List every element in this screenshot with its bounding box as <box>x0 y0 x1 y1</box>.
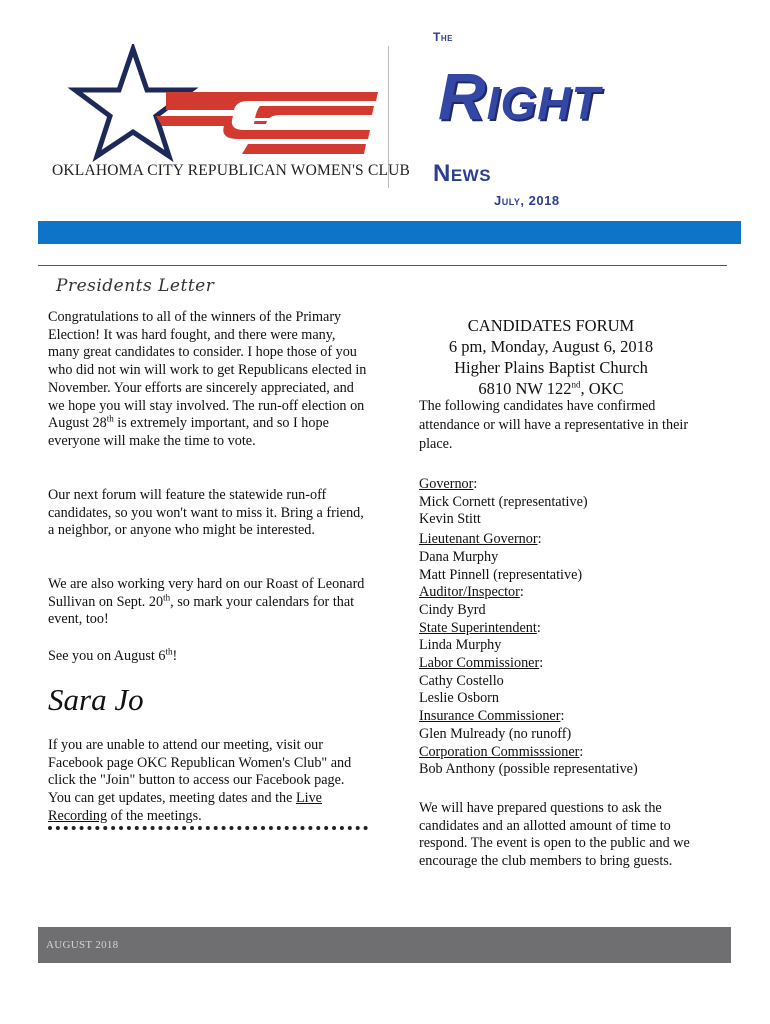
candidate: Cindy Byrd <box>419 601 486 618</box>
letter-paragraph-2: Our next forum will feature the statewide run-off candidates, so you won't want to miss it. Bring a friend, a neighbor, or anyone who might be interested. <box>48 487 364 539</box>
race-governor: Governor: Mick Cornett (representative) Kevin Stitt <box>419 476 699 529</box>
race-office: State Superintendent <box>419 619 537 636</box>
race-corporation-commissioner: Corporation Commisssioner: Bob Anthony (possible representative) <box>419 744 699 779</box>
race-auditor: Auditor/Inspector: Cindy Byrd <box>419 584 699 619</box>
race-lieutenant-governor: Lieutenant Governor: Dana Murphy Matt Pinnell (representative) <box>419 531 699 584</box>
race-office: Governor <box>419 476 474 492</box>
dotted-divider <box>48 826 368 830</box>
letter-paragraph-3: We are also working very hard on our Roast of Leonard Sullivan on Sept. 20th, so mark your calendars for that event, too! <box>48 576 365 628</box>
forum-closing: We will have prepared questions to ask the candidates and an allotted amount of time to respond. The event is open to the public and we encourage the club members to bring guests. <box>419 800 690 870</box>
candidate: Matt Pinnell (representative) <box>419 566 583 583</box>
facebook-paragraph: If you are unable to attend our meeting, visit our Facebook page OKC Republican Women's Club" and click the "Join" button to access our Facebook page. You can get updates, meeting dates and the Live Recording of the meetings. <box>48 737 352 824</box>
candidate: Dana Murphy <box>419 548 499 565</box>
candidate-list <box>419 476 699 779</box>
candidate: Kevin Stitt <box>419 511 481 528</box>
candidate: Cathy Costello <box>419 672 504 689</box>
masthead-news: News <box>433 160 492 187</box>
forum-datetime: 6 pm, Monday, August 6, 2018 <box>448 337 654 356</box>
candidate: Bob Anthony (possible representative) <box>419 761 638 778</box>
race-office: Auditor/Inspector <box>419 584 520 601</box>
section-divider <box>38 265 727 266</box>
signature: Sara Jo <box>48 682 144 717</box>
forum-venue: Higher Plains Baptist Church <box>454 358 648 377</box>
candidate: Mick Cornett (representative) <box>419 493 588 510</box>
letter-paragraph-4: See you on August 6th! <box>48 646 178 664</box>
masthead-the: The <box>433 30 453 44</box>
candidate: Leslie Osborn <box>419 690 499 707</box>
forum-intro: The following candidates have confirmed attendance or will have a representative in their place. <box>419 398 689 452</box>
race-office: Labor Commissioner <box>419 655 540 672</box>
live-recording-link[interactable]: Live Recording <box>48 790 322 824</box>
footer-label: AUGUST 2018 <box>46 939 119 951</box>
candidate: Glen Mulready (no runoff) <box>419 725 572 742</box>
candidate: Linda Murphy <box>419 637 502 654</box>
masthead-title: Right <box>438 59 601 133</box>
race-office: Insurance Commissioner <box>419 708 561 725</box>
presidents-letter-heading: Presidents Letter <box>56 276 215 296</box>
forum-title: CANDIDATES FORUM <box>467 316 635 335</box>
letter-paragraph-1: Congratulations to all of the winners of the Primary Election! It was hard fought, and there were many, many great candidates to consider. I hope those of you who did not win will work to get Republicans elected in November. Your efforts are sincerely appreciated, and we hope you will stay involved. The run-off election on August 28th is extremely important, and so I hope everyone will make the time to vote. <box>48 309 367 449</box>
header-band <box>38 221 741 244</box>
forum-address: 6810 NW 122nd, OKC <box>478 379 624 398</box>
flag-stripes-icon <box>156 92 378 154</box>
race-office: Lieutenant Governor <box>419 531 538 548</box>
race-insurance-commissioner: Insurance Commissioner: Glen Mulready (no runoff) <box>419 708 699 743</box>
race-superintendent: State Superintendent: Linda Murphy <box>419 620 699 655</box>
race-labor-commissioner: Labor Commissioner: Cathy Costello Leslie Osborn <box>419 655 699 708</box>
race-office: Corporation Commisssioner <box>419 743 580 760</box>
footer-bar <box>38 927 731 963</box>
issue-date: July, 2018 <box>494 193 560 208</box>
club-name: OKLAHOMA CITY REPUBLICAN WOMEN'S CLUB <box>52 162 411 179</box>
